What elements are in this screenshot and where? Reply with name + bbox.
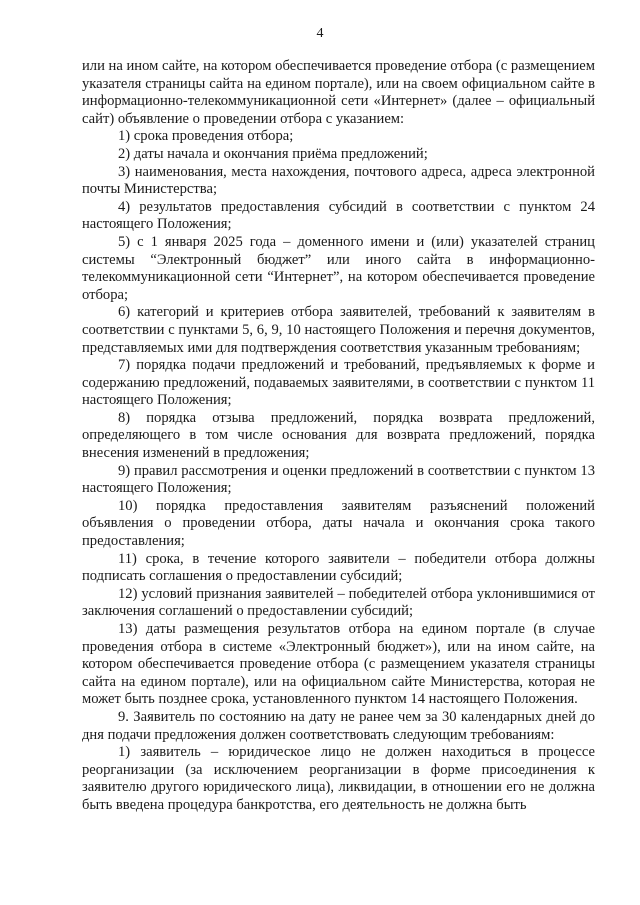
list-item-13: 13) даты размещения результатов отбора на едином портале (в случае проведения отбора в системе «Электронный бюджет»), или на ином сайте, на котором обеспечивается проведение отбора (с размещением указателя страницы сайта на едином портале), или на официальном сайте Министерства, которая не может быть позднее срока, установленного пунктом 14 настоящего Положения.	[82, 621, 595, 708]
paragraph-intro: или на ином сайте, на котором обеспечивается проведение отбора (с размещением указателя страницы сайта на едином портале), или на своем официальном сайте в информационно-телекоммуникационной сети «Интернет» (далее – официальный сайт) объявление о проведении отбора с указанием:	[82, 58, 595, 127]
list-item-5: 5) с 1 января 2025 года – доменного имени и (или) указателей страниц системы “Электронный бюджет” или иного сайта в информационно-телекоммуникационной сети “Интернет”, на котором обеспечивается проведение отбора;	[82, 233, 595, 303]
document-body	[82, 58, 595, 815]
list-item-6: 6) категорий и критериев отбора заявителей, требований к заявителям в соответствии с пунктами 5, 6, 9, 10 настоящего Положения и перечня документов, представляемых ими для подтверждения соответствия указанным требованиям;	[82, 304, 595, 356]
list-item-11: 11) срока, в течение которого заявители – победители отбора должны подписать соглашения о предоставлении субсидий;	[82, 550, 595, 585]
list-item-4: 4) результатов предоставления субсидий в соответствии с пунктом 24 настоящего Положения;	[82, 198, 595, 233]
list-item-12: 12) условий признания заявителей – победителей отбора уклонившимися от заключения соглашений о предоставлении субсидий;	[82, 585, 595, 620]
page-number: 4	[316, 26, 324, 41]
requirement-item-1: 1) заявитель – юридическое лицо не должен находиться в процессе реорганизации (за исключением реорганизации в форме присоединения к заявителю другого юридического лица), ликвидации, в отношении его не должна быть введена процедура банкротства, его деятельность не должна быть	[82, 744, 595, 813]
list-item-3: 3) наименования, места нахождения, почтового адреса, адреса электронной почты Министерства;	[82, 163, 595, 198]
list-item-8: 8) порядка отзыва предложений, порядка возврата предложений, определяющего в том числе основания для возврата предложений, порядка внесения изменений в предложения;	[82, 409, 595, 462]
list-item-1: 1) срока проведения отбора;	[118, 128, 294, 145]
section-9-heading: 9. Заявитель по состоянию на дату не ранее чем за 30 календарных дней до дня подачи предложения должен соответствовать следующим требованиям:	[82, 708, 595, 743]
list-item-7: 7) порядка подачи предложений и требований, предъявляемых к форме и содержанию предложений, подаваемых заявителями, в соответствии с пунктом 11 настоящего Положения;	[82, 357, 595, 409]
list-item-10: 10) порядка предоставления заявителям разъяснений положений объявления о проведении отбора, даты начала и окончания срока такого предоставления;	[82, 497, 595, 550]
list-item-2: 2) даты начала и окончания приёма предложений;	[118, 145, 428, 162]
list-item-9: 9) правил рассмотрения и оценки предложений в соответствии с пунктом 13 настоящего Положения;	[82, 462, 595, 497]
